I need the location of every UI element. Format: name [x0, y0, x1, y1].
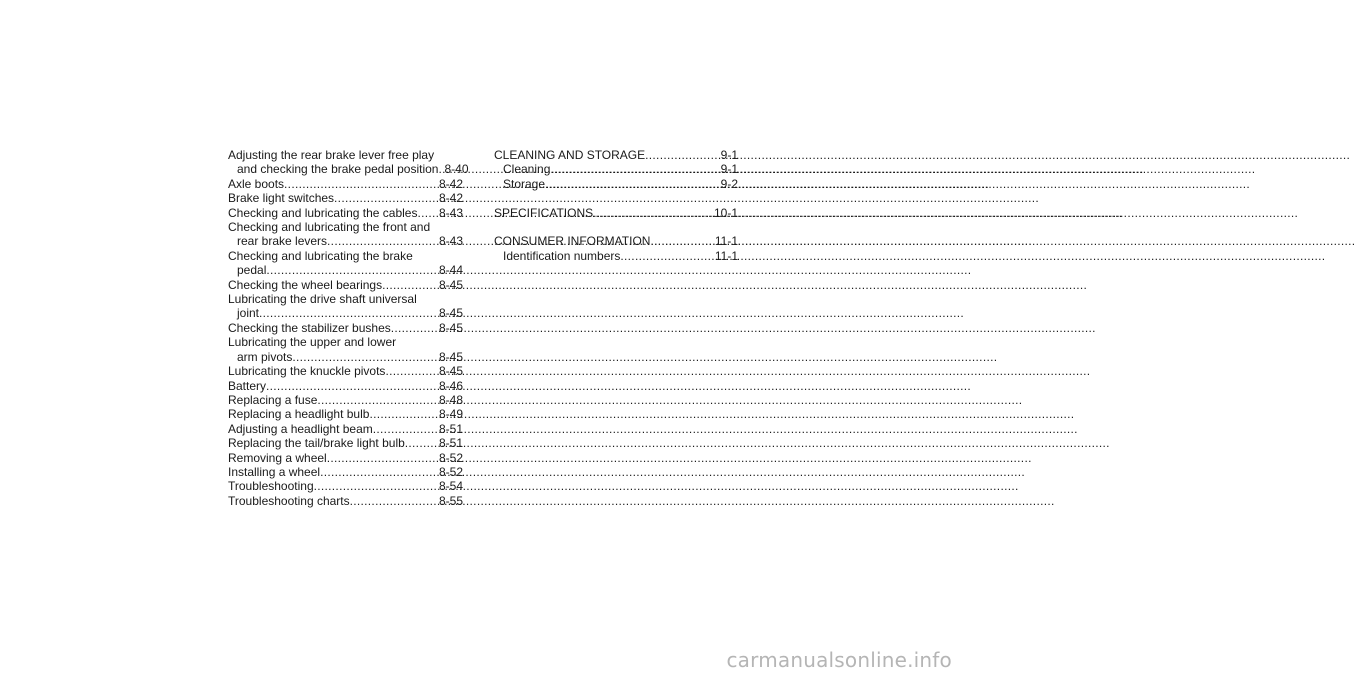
toc-gap [494, 220, 738, 234]
toc-entry-line [494, 234, 738, 248]
toc-entry[interactable] [228, 379, 463, 393]
toc-page-number: 9-1 [720, 148, 738, 162]
toc-entry-title: Battery [228, 378, 267, 393]
dot-leader [391, 321, 439, 335]
toc-right-column [494, 148, 738, 263]
toc-entry-line [228, 321, 463, 335]
toc-entry-title: Identification numbers [503, 248, 621, 263]
dot-leader [259, 306, 439, 320]
toc-page-number: 8-45 [438, 320, 463, 335]
toc-page-number: 8-55 [438, 493, 463, 508]
toc-entry[interactable] [494, 234, 738, 248]
toc-page-number: 8-51 [438, 421, 463, 436]
toc-page-number: 11-1 [714, 234, 738, 249]
toc-entry-line [494, 148, 738, 162]
toc-entry[interactable] [228, 220, 463, 249]
toc-page-number: 8-42 [438, 176, 463, 191]
toc-entry-title: CONSUMER INFORMATION [494, 234, 651, 249]
toc-page-number: 8-45 [438, 306, 463, 321]
toc-entry[interactable] [228, 191, 463, 205]
toc-entry-line [228, 306, 463, 320]
toc-page-number: 8-45 [438, 349, 463, 364]
toc-entry-title-line: Checking and lubricating the front and [228, 220, 431, 235]
dot-leader [417, 206, 439, 220]
toc-entry[interactable] [228, 249, 463, 278]
dot-leader [266, 263, 439, 277]
toc-entry[interactable] [228, 278, 463, 292]
toc-page-number: 8-52 [438, 450, 463, 465]
toc-entry-title: Checking the wheel bearings [228, 277, 383, 292]
toc-entry[interactable] [228, 335, 463, 364]
dot-leader [350, 494, 439, 508]
toc-entry-line [228, 263, 463, 277]
toc-page-number: 9-1 [720, 162, 738, 177]
dot-leader [545, 177, 721, 191]
toc-entry-line [228, 436, 463, 450]
toc-entry-line [228, 350, 463, 364]
toc-entry-title: SPECIFICATIONS [494, 205, 594, 220]
toc-entry-line [228, 494, 463, 508]
toc-entry-line [228, 465, 463, 479]
toc-entry-title: Checking the stabilizer bushes [228, 320, 391, 335]
toc-entry[interactable] [228, 148, 469, 177]
toc-entry-title: Lubricating the knuckle pivots [228, 364, 386, 379]
toc-entry-line [228, 407, 463, 421]
toc-entry[interactable] [494, 249, 738, 263]
toc-entry-title: Storage [503, 176, 546, 191]
dot-leader [650, 234, 714, 248]
toc-entry[interactable] [228, 422, 463, 436]
toc-entry[interactable] [228, 436, 463, 450]
toc-entry[interactable] [494, 162, 738, 176]
toc-left-column [228, 148, 469, 508]
toc-page-number: 10-1 [713, 205, 738, 220]
toc-entry-line [228, 206, 463, 220]
toc-entry-title: Replacing a fuse [228, 392, 318, 407]
toc-entry-line [228, 162, 469, 177]
toc-entry-title-line: Lubricating the upper and lower [228, 335, 397, 350]
toc-entry-title: Troubleshooting [228, 479, 314, 494]
toc-entry[interactable] [494, 148, 738, 162]
toc-gap [494, 191, 738, 205]
dot-leader [382, 278, 439, 292]
toc-entry-title-line: Adjusting the rear brake lever free play [228, 148, 435, 162]
dot-leader [373, 422, 439, 436]
dot-leader [550, 162, 720, 176]
toc-entry-title: Brake light switches [228, 191, 335, 206]
toc-page-number: 8-51 [438, 436, 463, 451]
toc-entry-title-line: Checking and lubricating the brake [228, 248, 413, 263]
toc-entry-title: joint [237, 306, 260, 321]
dot-leader [645, 148, 721, 162]
toc-entry[interactable] [228, 321, 463, 335]
toc-entry[interactable] [228, 407, 463, 421]
toc-entry-title: Replacing a headlight bulb [228, 407, 370, 422]
toc-entry-line [228, 364, 463, 378]
toc-entry-line [494, 249, 738, 263]
toc-entry-line [228, 451, 463, 465]
toc-page-number: 8-48 [438, 392, 463, 407]
toc-page-number: 8-49 [438, 407, 463, 422]
toc-entry[interactable] [228, 206, 463, 220]
toc-page-number: 8-42 [438, 191, 463, 206]
toc-entry-title: CLEANING AND STORAGE [494, 148, 646, 162]
toc-entry-title: Checking and lubricating the cables [228, 205, 418, 220]
dot-leader [369, 407, 439, 421]
toc-entry-line [494, 162, 738, 176]
toc-entry-line [228, 177, 463, 191]
toc-page-number: 8-44 [438, 263, 463, 278]
toc-entry-title: Adjusting a headlight beam [228, 421, 373, 436]
toc-entry[interactable] [228, 465, 463, 479]
toc-entry-line [228, 234, 463, 248]
dot-leader [385, 364, 439, 378]
toc-entry-line [228, 379, 463, 393]
toc-entry-title: Cleaning [503, 162, 551, 177]
dot-leader [292, 350, 439, 364]
dot-leader [266, 379, 439, 393]
toc-entry-line [494, 177, 738, 191]
dot-leader [314, 479, 439, 493]
dot-leader [405, 436, 439, 450]
toc-entry[interactable] [228, 364, 463, 378]
toc-entry[interactable] [228, 177, 463, 191]
toc-entry-line [228, 191, 463, 205]
toc-entry[interactable] [228, 393, 463, 407]
toc-page-number: 11-1 [714, 248, 738, 263]
toc-entry-line [494, 206, 738, 220]
dot-leader [327, 451, 439, 465]
toc-entry-line [228, 479, 463, 493]
dot-leader [317, 393, 439, 407]
toc-entry[interactable] [494, 177, 738, 191]
dot-leader [620, 249, 714, 263]
dot-leader [334, 191, 439, 205]
toc-entry-title: rear brake levers [237, 234, 328, 249]
toc-page-number: 8-46 [438, 378, 463, 393]
toc-entry[interactable] [228, 292, 463, 321]
toc-page-number: 8-45 [438, 364, 463, 379]
dot-leader [593, 206, 714, 220]
toc-entry[interactable] [228, 494, 463, 508]
toc-entry-title: Troubleshooting charts [228, 493, 350, 508]
toc-page-number: 8-40 [444, 162, 469, 177]
toc-entry[interactable] [228, 479, 463, 493]
toc-entry-title: Axle boots [228, 176, 285, 191]
toc-page-number: 8-45 [438, 277, 463, 292]
toc-entry[interactable] [494, 206, 738, 220]
dot-leader [284, 177, 439, 191]
toc-entry-title: and checking the brake pedal position [237, 162, 439, 177]
watermark-text: carmanualsonline.info [726, 648, 952, 672]
toc-entry-title: arm pivots [237, 349, 293, 364]
dot-leader [327, 234, 439, 248]
toc-entry[interactable] [228, 451, 463, 465]
toc-entry-title: Installing a wheel [228, 464, 321, 479]
toc-entry-line [228, 278, 463, 292]
toc-page-number: 8-43 [438, 234, 463, 249]
toc-entry-title: pedal [237, 263, 267, 278]
toc-page-number: 8-43 [438, 205, 463, 220]
toc-page-number: 8-52 [438, 464, 463, 479]
toc-entry-title: Removing a wheel [228, 450, 327, 465]
toc-entry-line [228, 393, 463, 407]
toc-page-number: 8-54 [438, 479, 463, 494]
toc-page-number: 9-2 [720, 176, 738, 191]
dot-leader [320, 465, 439, 479]
toc-entry-line [228, 422, 463, 436]
toc-entry-title-line: Lubricating the drive shaft universal [228, 292, 417, 307]
toc-entry-title: Replacing the tail/brake light bulb [228, 436, 405, 451]
